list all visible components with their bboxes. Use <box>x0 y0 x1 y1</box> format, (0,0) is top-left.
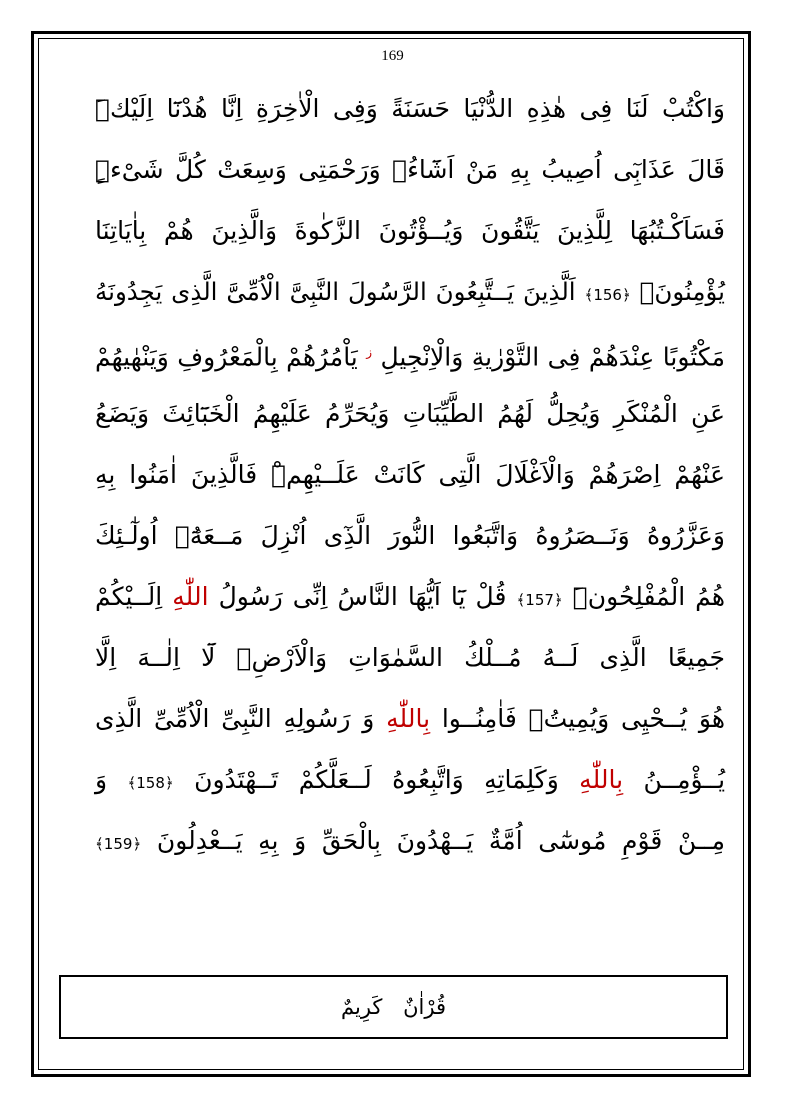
text-line-9 <box>95 566 725 627</box>
ayah-number-marker: ﴿157﴾ <box>516 591 563 609</box>
verse-text: وَكَلِمَاتِهِ وَاتَّبِعُوهُ لَــعَلَّكُمْ تَــهْتَدُونَ <box>194 765 559 794</box>
text-line-13 <box>95 810 725 871</box>
ayah-number-marker: ﴿156﴾ <box>584 286 631 304</box>
text-line-4 <box>95 261 725 322</box>
text-line-5 <box>95 322 725 383</box>
verse-text: هُوَ يُــحْيِى وَيُمِيتُۖ فَاٰمِنُــوا <box>441 704 726 733</box>
text-line-3 <box>95 200 725 261</box>
footer-title: قُرْاٰنٌ كَرِيمٌ <box>341 995 446 1019</box>
ayah-number-marker: ﴿158﴾ <box>127 774 174 792</box>
verse-text: مِــنْ قَوْمِ مُوسٰٓى اُمَّةٌ يَــهْدُونَ بِالْحَقِّ وَ بِهِ يَــعْدِلُونَ <box>156 826 725 855</box>
verse-text: عَنِ الْمُنْكَرِ وَيُحِلُّ لَهُمُ الطَّيِّبَاتِ وَيُحَرِّمُ عَلَيْهِمُ الْخَبَٓائِثَ وَيَضَعُ <box>95 399 725 428</box>
verse-text: قُلْ يَٓا اَيُّهَا النَّاسُ اِنِّى رَسُولُ <box>218 582 507 611</box>
text-line-11 <box>95 688 725 749</box>
verse-text: فَسَاَكْـتُبُهَا لِلَّذِينَ يَتَّقُونَ وَيُــؤْتُونَ الزَّكٰوةَ وَالَّذِينَ هُمْ بِاٰيَاتِنَا <box>95 216 725 245</box>
text-line-12 <box>95 749 725 810</box>
text-line-7 <box>95 444 725 505</box>
verse-text: مَكْتُوبًا عِنْدَهُمْ فِى التَّوْرٰيةِ وَالْاِنْجِيلِ <box>380 342 725 372</box>
verse-text: وَعَزَّرُوهُ وَنَــصَرُوهُ وَاتَّبَعُوا النُّورَ الَّذِٓى اُنْزِلَ مَــعَهُٓۙ اُولٰٓـئِكَ <box>95 521 725 550</box>
quran-text-block <box>95 78 725 871</box>
verse-text: وَ <box>95 765 108 794</box>
divine-name: بِاللّٰهِ <box>386 704 431 733</box>
verse-text: اِلَــيْكُمْ <box>95 582 163 611</box>
text-line-1 <box>95 78 725 139</box>
verse-text: اَلَّذِينَ يَــتَّبِعُونَ الرَّسُولَ النَّبِیَّ الْاُمِّیَّ الَّذِى يَجِدُونَهُ <box>95 277 576 306</box>
text-line-10 <box>95 627 725 688</box>
divine-name: بِاللّٰهِ <box>579 765 624 794</box>
verse-text: يُــؤْمِــنُ <box>643 765 726 794</box>
page-number: 169 <box>381 48 404 64</box>
text-line-2 <box>95 139 725 200</box>
verse-text: جَمِيعًا الَّذِى لَــهُ مُــلْكُ السَّمٰوَاتِ وَالْاَرْضِۚ لَٓا اِلٰــهَ اِلَّا <box>95 643 725 672</box>
verse-text: عَنْهُمْ اِصْرَهُمْ وَالْاَغْلَالَ الَّتِى كَانَتْ عَلَــيْهِمْۜ فَالَّذِينَ اٰمَنُوا بِهِ <box>95 460 725 489</box>
text-line-8 <box>95 505 725 566</box>
waqf-mark: ز <box>366 345 373 359</box>
verse-text: يُؤْمِنُونَۚ <box>639 277 725 306</box>
verse-text: هُمُ الْمُفْلِحُونَۜ <box>572 582 726 611</box>
verse-text: قَالَ عَذَابِٓى اُصِيبُ بِهِ مَنْ اَشَٓاءُۚ وَرَحْمَتِى وَسِعَتْ كُلَّ شَیْءٍۜ <box>95 155 725 184</box>
ayah-number-marker: ﴿159﴾ <box>95 835 142 853</box>
verse-text: وَاكْتُبْ لَنَا فِى هٰذِهِ الدُّنْيَا حَسَنَةً وَفِى الْاٰخِرَةِ اِنَّا هُدْنَٓا اِلَيْكَۜ <box>95 94 725 123</box>
verse-text: وَ رَسُولِهِ النَّبِیِّ الْاُمِّیِّ الَّذِى <box>95 704 375 733</box>
divine-name: اللّٰهِ <box>172 582 209 611</box>
footer-title-box <box>59 975 728 1039</box>
text-line-6 <box>95 383 725 444</box>
verse-text: يَاْمُرُهُمْ بِالْمَعْرُوفِ وَيَنْهٰيهُمْ <box>95 342 358 372</box>
